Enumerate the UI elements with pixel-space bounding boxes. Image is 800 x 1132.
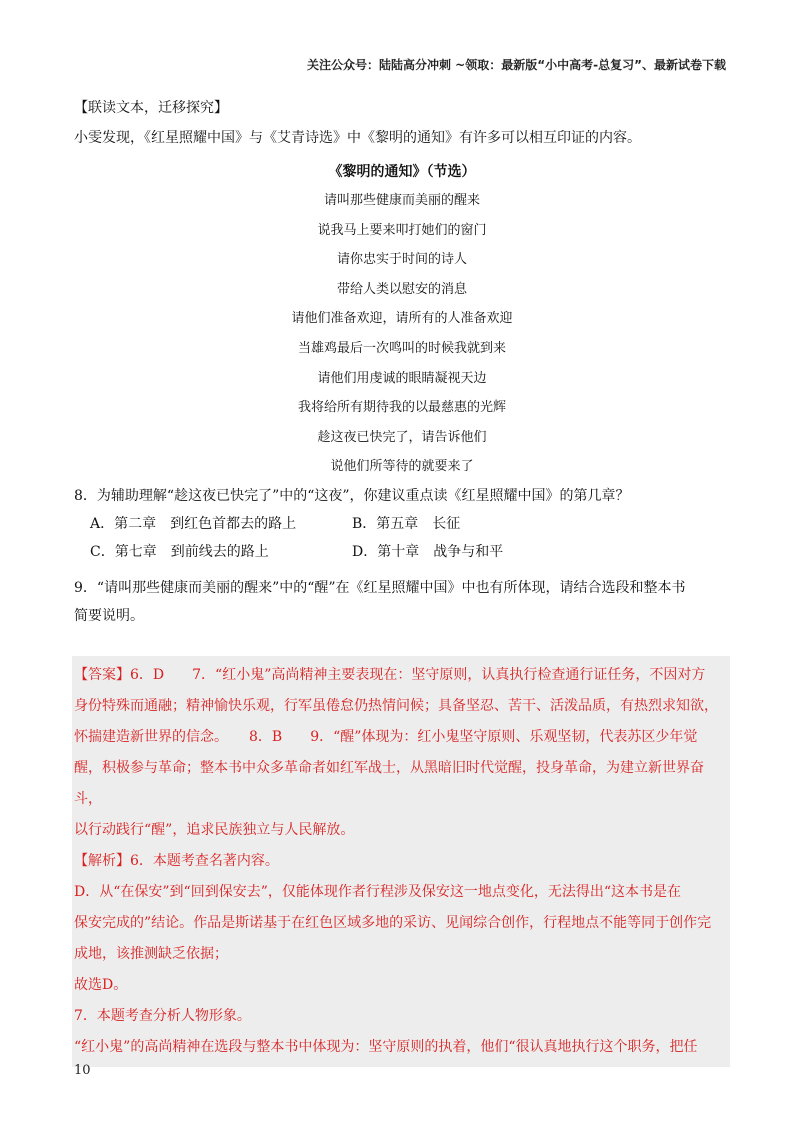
poem-line: 说他们所等待的就要来了 bbox=[330, 459, 474, 475]
answer-line: 怀揣建造新世界的信念。 8．B 9．“醒”体现为：红小鬼坚守原则、乐观坚韧，代表苏区少年觉 bbox=[74, 728, 698, 745]
answer-line: 以行动践行“醒”，追求民族独立与人民解放。 bbox=[74, 821, 355, 838]
question-9-line-1: 9．“请叫那些健康而美丽的醒来”中的“醒”在《红星照耀中国》中也有所体现，请结合选段和整本书 bbox=[74, 579, 686, 596]
option-a: A．第二章 到红色首都去的路上 bbox=[90, 515, 297, 532]
question-9-line-2: 简要说明。 bbox=[74, 607, 144, 624]
answer-line: 身份特殊而通融；精神愉快乐观，行军虽倦怠仍热情问候；具备坚忍、苦干、活泼品质，有热烈求知欲， bbox=[74, 697, 718, 714]
analysis-line: 【解析】6．本题考查名著内容。 bbox=[74, 852, 279, 869]
question-9-stem bbox=[74, 574, 730, 630]
analysis-line: 成地，该推测缺乏依据； bbox=[74, 945, 228, 962]
page-header: 关注公众号：陆陆高分冲刺 ~领取：最新版“小中高考-总复习”、最新试卷下载 bbox=[307, 58, 726, 72]
analysis-line: D．从“在保安”到“回到保安去”，仅能体现作者行程涉及保安这一地点变化，无法得出“这本书是在 bbox=[74, 883, 682, 900]
poem-line: 我将给所有期待我的以最慈惠的光辉 bbox=[297, 400, 506, 416]
poem-line: 带给人类以慰安的消息 bbox=[336, 281, 467, 297]
answer-line: 【答案】6．D 7．“红小鬼”高尚精神主要表现在：坚守原则，认真执行检查通行证任务，不因对方 bbox=[74, 666, 706, 683]
poem-line: 请他们准备欢迎，请所有的人准备欢迎 bbox=[291, 311, 513, 327]
question-8-options bbox=[90, 510, 730, 566]
analysis-line: 7．本题考查分析人物形象。 bbox=[74, 1007, 251, 1024]
poem-line: 请叫那些健康而美丽的醒来 bbox=[323, 193, 480, 208]
analysis-line: 保安完成的”结论。作品是斯诺基于在红色区域多地的采访、见闻综合创作，行程地点不能等同于创作完 bbox=[74, 914, 712, 931]
analysis-line: 故选D。 bbox=[74, 976, 128, 993]
option-c: C．第七章 到前线去的路上 bbox=[90, 543, 269, 560]
poem-line: 当雄鸡最后一次鸣叫的时候我就到来 bbox=[297, 340, 506, 356]
question-8-stem: 8．为辅助理解“趁这夜已快完了”中的“这夜”，你建议重点读《红星照耀中国》的第几章？ bbox=[74, 487, 630, 504]
poem-line: 说我马上要来叩打她们的窗门 bbox=[317, 222, 487, 238]
poem-line: 趁这夜已快完了，请告诉他们 bbox=[317, 429, 487, 445]
answer-block bbox=[72, 656, 730, 1067]
analysis-line: “红小鬼”的高尚精神在选段与整本书中体现为：坚守原则的执着，他们“很认真地执行这个职务，把任 bbox=[74, 1038, 698, 1055]
section-title: 【联读文本，迁移探究】 bbox=[74, 100, 228, 116]
answer-line: 醒，积极参与革命；整本书中众多革命者如红军战士，从黑暗旧时代觉醒，投身革命，为建立新世界奋斗， bbox=[74, 759, 704, 807]
page-number: 10 bbox=[74, 1063, 91, 1078]
document-body bbox=[74, 96, 730, 1067]
section-intro: 小雯发现，《红星照耀中国》与《艾青诗选》中《黎明的通知》有许多可以相互印证的内容。 bbox=[74, 130, 641, 146]
poem-line: 请你忠实于时间的诗人 bbox=[336, 252, 467, 268]
option-d: D．第十章 战争与和平 bbox=[352, 543, 504, 560]
option-b: B．第五章 长征 bbox=[352, 515, 461, 532]
poem-line: 请他们用虔诚的眼睛凝视天边 bbox=[317, 370, 487, 386]
poem-title: 《黎明的通知》（节选） bbox=[328, 164, 476, 180]
